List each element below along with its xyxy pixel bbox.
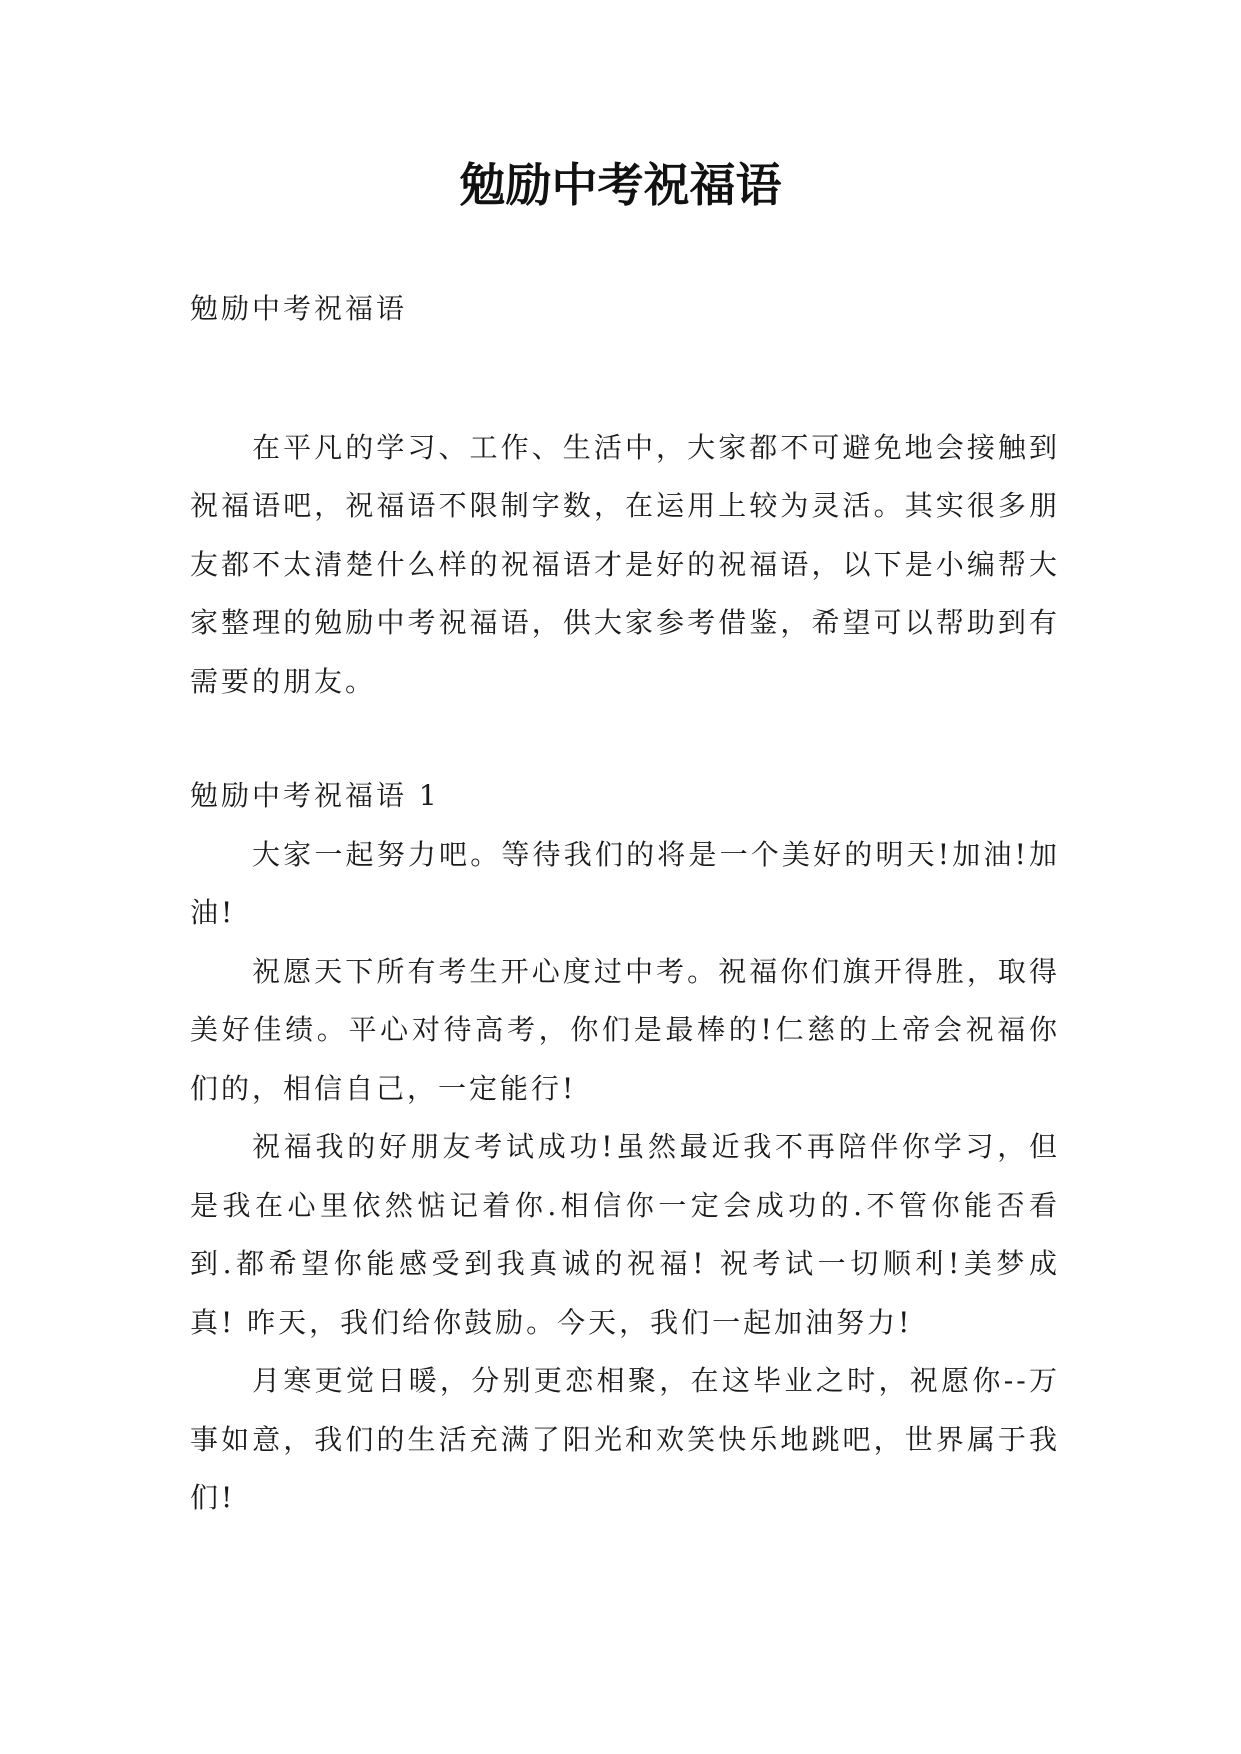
- document-body: [190, 280, 1060, 1528]
- page-title: 勉励中考祝福语: [459, 158, 782, 212]
- spacer: [190, 711, 1060, 767]
- blessing-paragraph-1: 大家一起努力吧。等待我们的将是一个美好的明天!加油!加油!: [190, 837, 1060, 929]
- blessing-paragraph-2: 祝愿天下所有考生开心度过中考。祝福你们旗开得胜，取得美好佳绩。平心对待高考，你们是最棒的!仁慈的上帝会祝福你们的，相信自己，一定能行!: [190, 954, 1060, 1105]
- document-subtitle: 勉励中考祝福语: [190, 292, 408, 325]
- blessing-paragraph-4: 月寒更觉日暖，分别更恋相聚，在这毕业之时，祝愿你--万事如意，我们的生活充满了阳光和欢笑快乐地跳吧，世界属于我们!: [190, 1364, 1060, 1514]
- spacer: [190, 339, 1060, 419]
- blessing-paragraph-3: 祝福我的好朋友考试成功!虽然最近我不再陪伴你学习，但是我在心里依然惦记着你.相信你一定会成功的.不管你能否看到.都希望你能感受到我真诚的祝福! 祝考试一切顺利!美梦成真! 昨天，我们给你鼓励。今天，我们一起加油努力!: [190, 1130, 1060, 1339]
- section-heading: 勉励中考祝福语 1: [190, 779, 440, 812]
- intro-paragraph: 在平凡的学习、工作、生活中，大家都不可避免地会接触到祝福语吧，祝福语不限制字数，在运用上较为灵活。其实很多朋友都不太清楚什么样的祝福语才是好的祝福语，以下是小编帮大家整理的勉励中考祝福语，供大家参考借鉴，希望可以帮助到有需要的朋友。: [190, 430, 1060, 698]
